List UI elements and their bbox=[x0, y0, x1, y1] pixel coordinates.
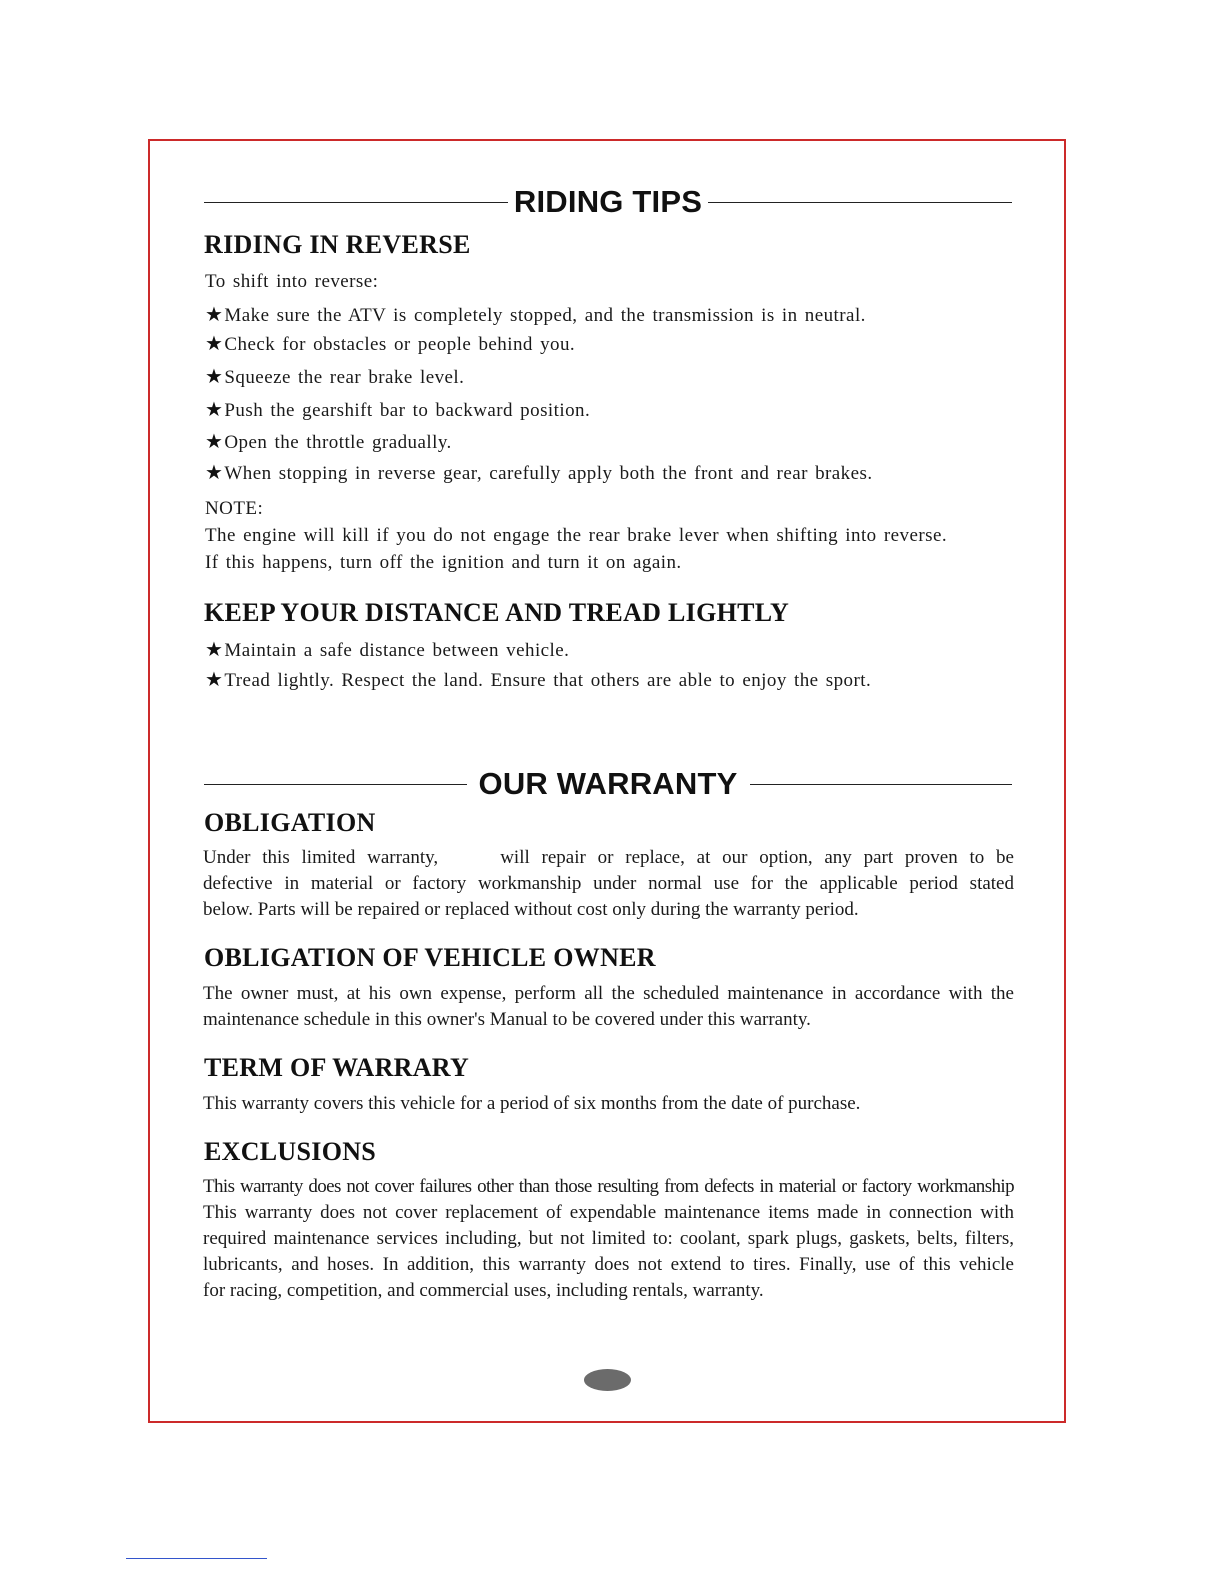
star-icon: ★ bbox=[205, 639, 224, 661]
riding-tips-title: RIDING TIPS bbox=[513, 184, 703, 219]
paragraph-line: for racing, competition, and commercial uses, including rentals, warranty. bbox=[203, 1280, 764, 1301]
our-warranty-title-row bbox=[204, 766, 1012, 802]
owner-obligation-paragraph bbox=[203, 981, 1014, 1033]
star-icon: ★ bbox=[205, 399, 224, 421]
star-icon: ★ bbox=[205, 462, 224, 484]
title-rule-right bbox=[750, 784, 1013, 785]
list-item: ★Squeeze the rear brake level. bbox=[205, 366, 465, 388]
star-icon: ★ bbox=[205, 669, 224, 691]
note-line: The engine will kill if you do not engage the rear brake lever when shifting into reverse. bbox=[205, 525, 948, 546]
exclusions-paragraph bbox=[203, 1174, 1014, 1304]
title-rule-left bbox=[204, 784, 467, 785]
star-icon: ★ bbox=[205, 366, 224, 388]
paragraph-line: Under this limited warranty, will repair or replace, at our option, any part proven to be bbox=[203, 847, 1014, 868]
keep-distance-heading: KEEP YOUR DISTANCE AND TREAD LIGHTLY bbox=[204, 598, 790, 627]
list-item: ★Make sure the ATV is completely stopped, and the transmission is in neutral. bbox=[205, 304, 866, 326]
paragraph-line: maintenance schedule in this owner's Manual to be covered under this warranty. bbox=[203, 1009, 811, 1030]
paragraph-line: lubricants, and hoses. In addition, this warranty does not extend to tires. Finally, use of this vehicle bbox=[203, 1254, 1014, 1275]
note-label: NOTE: bbox=[205, 498, 264, 519]
obligation-heading: OBLIGATION bbox=[204, 808, 376, 837]
obligation-paragraph bbox=[203, 845, 1014, 923]
list-item: ★Check for obstacles or people behind you. bbox=[205, 333, 576, 355]
paragraph-line: required maintenance services including, but not limited to: coolant, spark plugs, gaskets, belts, filters, bbox=[203, 1228, 1014, 1249]
riding-in-reverse-heading: RIDING IN REVERSE bbox=[204, 230, 471, 259]
note-line: If this happens, turn off the ignition and turn it on again. bbox=[205, 552, 682, 573]
paragraph-line: below. Parts will be repaired or replaced without cost only during the warranty period. bbox=[203, 899, 859, 920]
paragraph-line: This warranty does not cover failures other than those resulting from defects in material or factory workmanship bbox=[203, 1176, 1014, 1197]
paragraph-line: defective in material or factory workmanship under normal use for the applicable period stated bbox=[203, 873, 1014, 894]
list-item: ★Push the gearshift bar to backward position. bbox=[205, 399, 591, 421]
riding-tips-title-row bbox=[204, 184, 1012, 220]
star-icon: ★ bbox=[205, 333, 224, 355]
footer-underline bbox=[126, 1558, 267, 1559]
term-paragraph bbox=[203, 1091, 1014, 1117]
exclusions-heading: EXCLUSIONS bbox=[204, 1137, 377, 1166]
owner-obligation-heading: OBLIGATION OF VEHICLE OWNER bbox=[204, 943, 656, 972]
our-warranty-title: OUR WARRANTY bbox=[478, 766, 738, 801]
list-item: ★Tread lightly. Respect the land. Ensure that others are able to enjoy the sport. bbox=[205, 669, 872, 691]
list-item: ★When stopping in reverse gear, carefully apply both the front and rear brakes. bbox=[205, 462, 873, 484]
list-item: ★Open the throttle gradually. bbox=[205, 431, 452, 453]
star-icon: ★ bbox=[205, 304, 224, 326]
reverse-intro: To shift into reverse: bbox=[205, 271, 379, 292]
title-rule-right bbox=[708, 202, 1012, 203]
paragraph-line: This warranty does not cover replacement of expendable maintenance items made in connection with bbox=[203, 1202, 1014, 1223]
term-heading: TERM OF WARRARY bbox=[204, 1053, 470, 1082]
star-icon: ★ bbox=[205, 431, 224, 453]
page-number-badge bbox=[584, 1369, 631, 1391]
paragraph-line: The owner must, at his own expense, perform all the scheduled maintenance in accordance with the bbox=[203, 983, 1014, 1004]
list-item: ★Maintain a safe distance between vehicle. bbox=[205, 639, 570, 661]
title-rule-left bbox=[204, 202, 508, 203]
paragraph-line: This warranty covers this vehicle for a period of six months from the date of purchase. bbox=[203, 1093, 861, 1114]
